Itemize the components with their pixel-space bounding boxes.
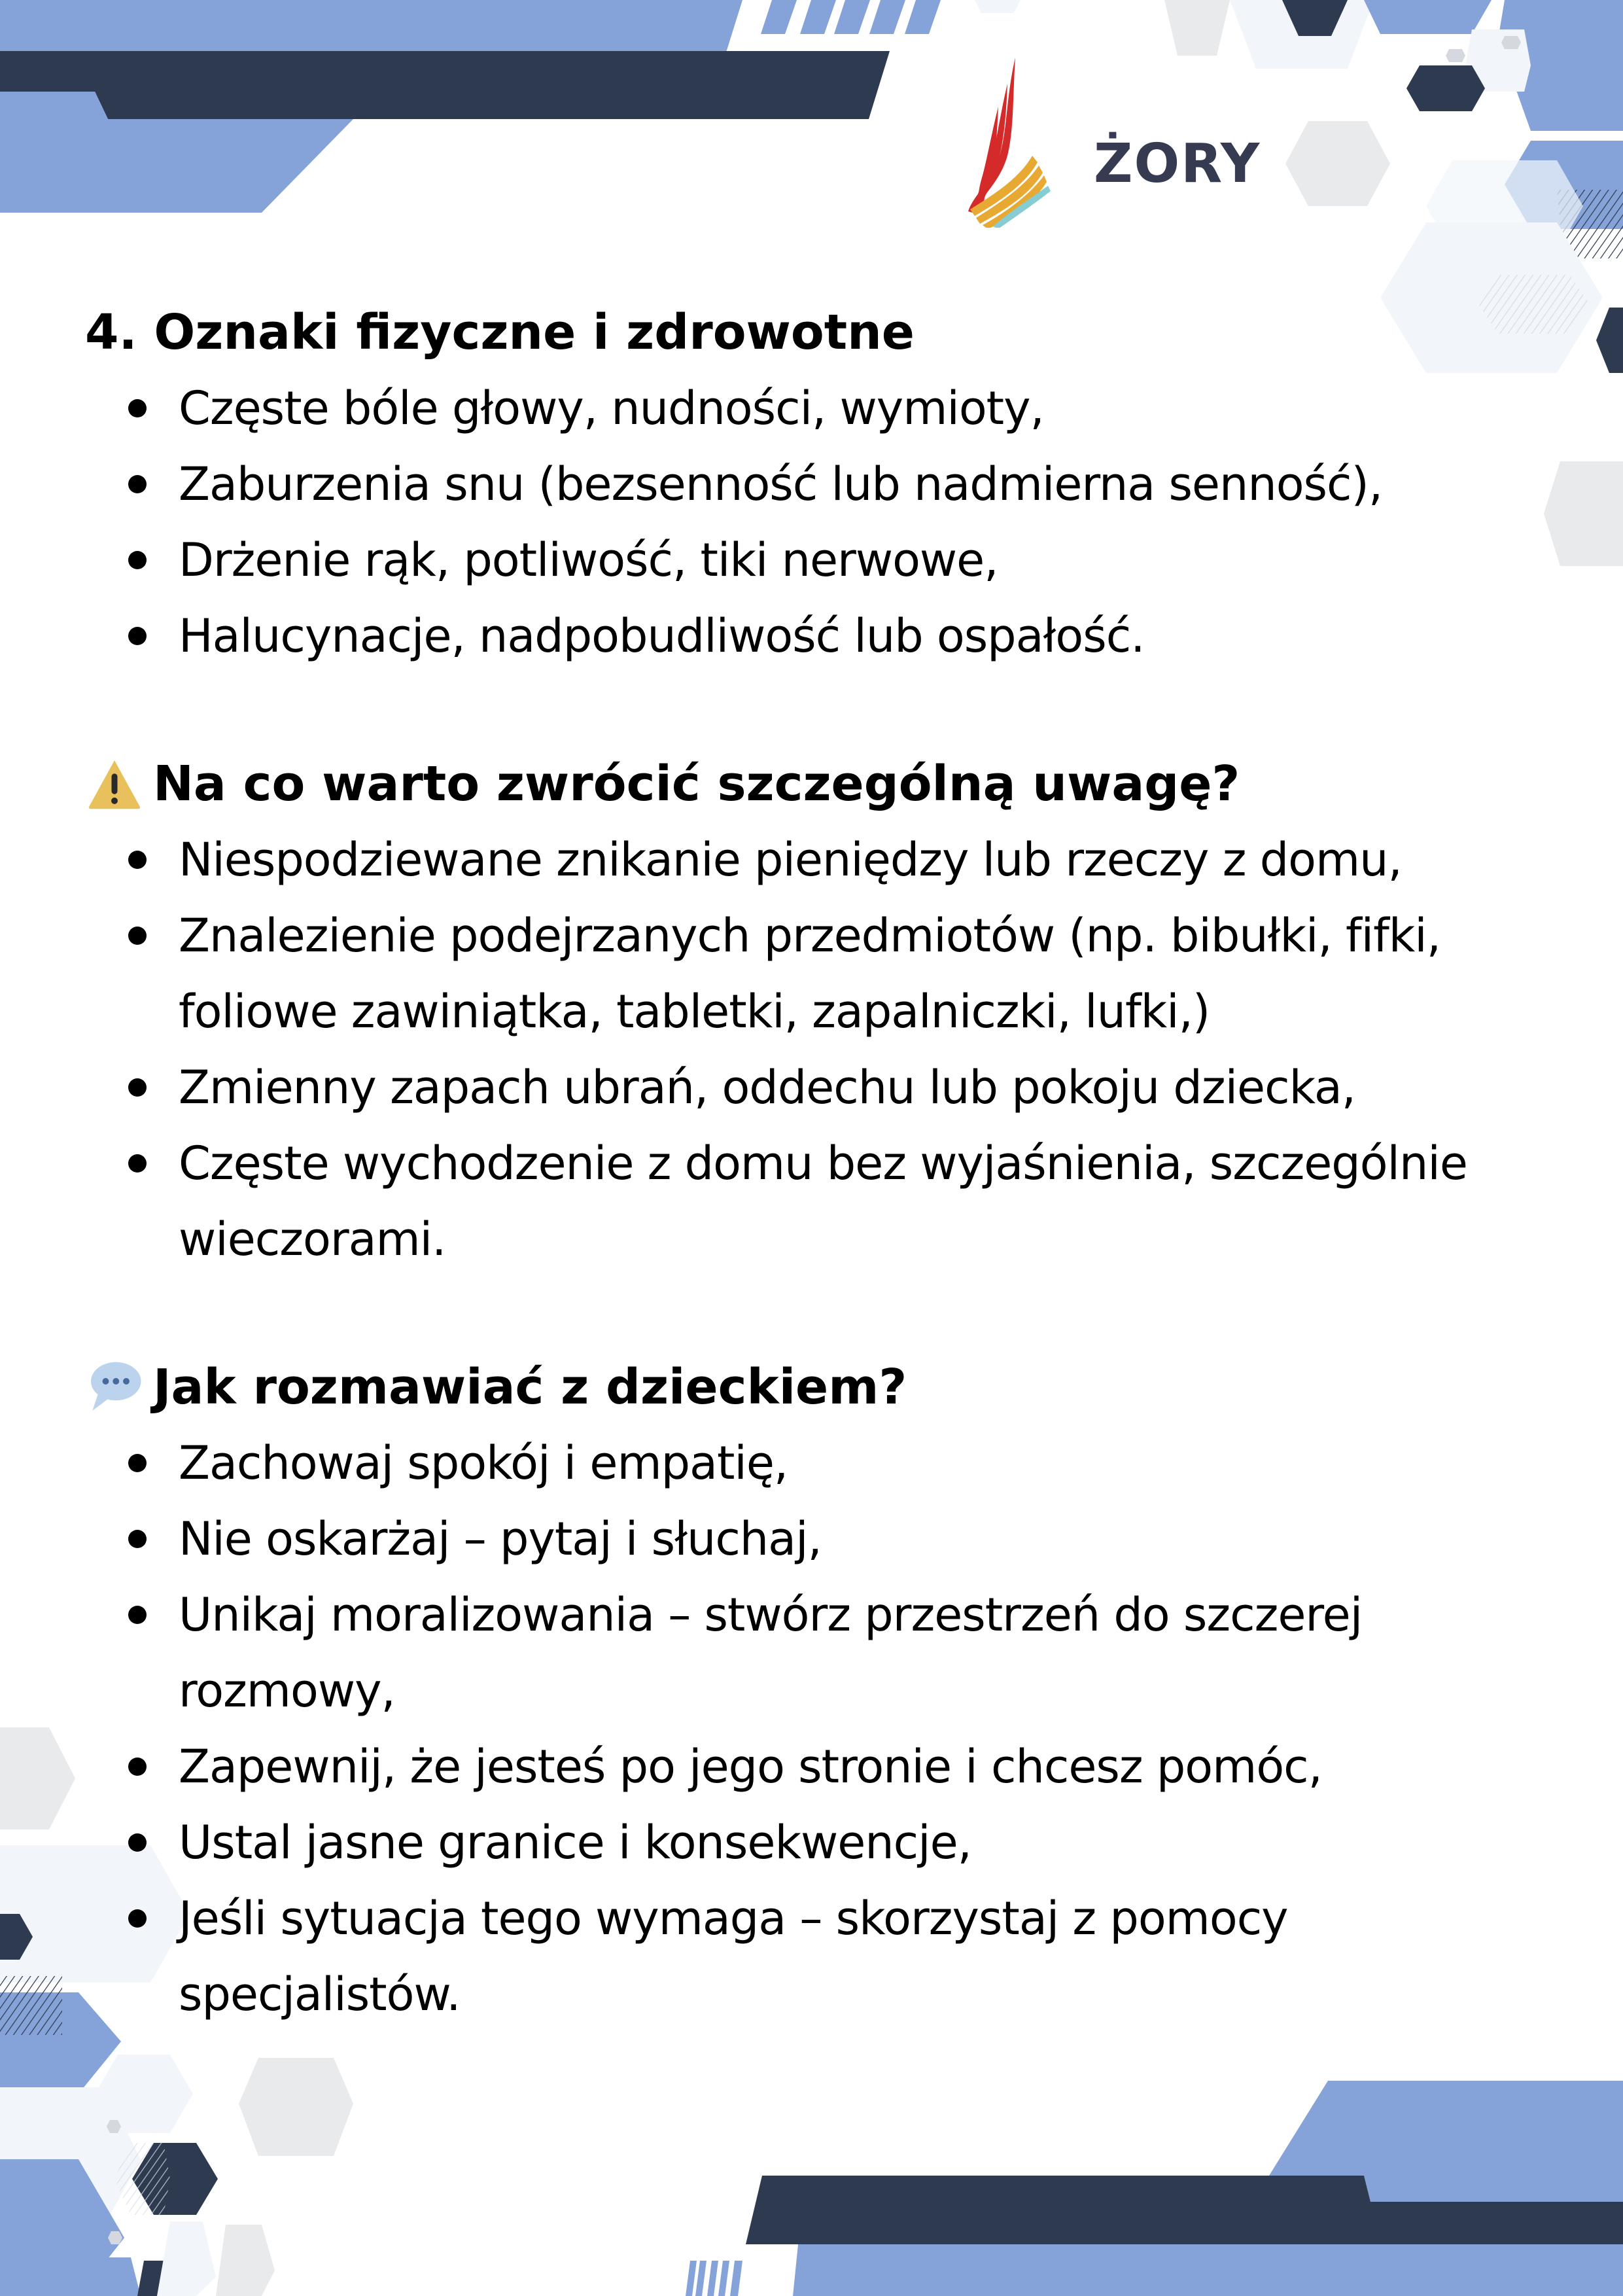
- section-physical-signs: [85, 294, 1563, 674]
- section-title: Jak rozmawiać z dzieckiem?: [153, 1359, 907, 1415]
- list-item-text: Znalezienie podejrzanych przedmiotów (np. bibułki, fifki, foliowe zawiniątka, tabletki, zapalniczki, lufki,): [179, 909, 1440, 1038]
- warning-icon: [85, 754, 144, 813]
- bullet-list: [85, 370, 1563, 674]
- list-item-text: Częste bóle głowy, nudności, wymioty,: [179, 381, 1044, 435]
- bullet-icon: [128, 851, 147, 869]
- list-item: [85, 598, 1563, 674]
- bullet-icon: [128, 1833, 147, 1852]
- list-item: [85, 898, 1563, 1050]
- bullet-icon: [128, 1909, 147, 1928]
- bullet-icon: [128, 1154, 147, 1173]
- list-item-text: Unikaj moralizowania – stwórz przestrzeń do szczerej rozmowy,: [179, 1588, 1363, 1718]
- list-item: [85, 370, 1563, 446]
- bullet-icon: [128, 1530, 147, 1548]
- section-heading: [85, 1349, 1563, 1425]
- bullet-list: [85, 822, 1563, 1277]
- list-item: [85, 1577, 1563, 1729]
- section-heading: [85, 746, 1563, 822]
- list-item-text: Zapewnij, że jesteś po jego stronie i chcesz pomóc,: [179, 1740, 1322, 1793]
- bullet-icon: [128, 1606, 147, 1624]
- list-item-text: Jeśli sytuacja tego wymaga – skorzystaj z pomocy specjalistów.: [179, 1892, 1288, 2021]
- top-left-banner: [0, 0, 941, 213]
- bottom-right-banner: [686, 2081, 1623, 2296]
- list-item: [85, 1805, 1563, 1881]
- bullet-icon: [128, 927, 147, 945]
- list-item: [85, 822, 1563, 898]
- list-item-text: Ustal jasne granice i konsekwencje,: [179, 1816, 971, 1869]
- list-item: [85, 1125, 1563, 1277]
- list-item-text: Drżenie rąk, potliwość, tiki nerwowe,: [179, 533, 998, 587]
- list-item-text: Halucynacje, nadpobudliwość lub ospałość.: [179, 609, 1145, 663]
- list-item-text: Niespodziewane znikanie pieniędzy lub rzeczy z domu,: [179, 833, 1402, 887]
- bullet-icon: [128, 1757, 147, 1776]
- section-attention: [85, 746, 1563, 1277]
- list-item-text: Częste wychodzenie z domu bez wyjaśnienia, szczególnie wieczorami.: [179, 1137, 1467, 1266]
- list-item-text: Nie oskarżaj – pytaj i słuchaj,: [179, 1512, 822, 1566]
- list-item: [85, 1881, 1563, 2032]
- list-item-text: Zachowaj spokój i empatię,: [179, 1436, 788, 1490]
- section-title: Na co warto zwrócić szczególną uwagę?: [153, 756, 1240, 812]
- bullet-list: [85, 1425, 1563, 2032]
- logo-text: ŻORY: [1094, 133, 1261, 195]
- list-item: [85, 1050, 1563, 1125]
- list-item: [85, 1425, 1563, 1501]
- bullet-icon: [128, 399, 147, 417]
- list-item: [85, 1501, 1563, 1577]
- main-content: [85, 294, 1563, 2104]
- list-item: [85, 522, 1563, 598]
- section-title: 4. Oznaki fizyczne i zdrowotne: [85, 304, 915, 361]
- bullet-icon: [128, 1454, 147, 1472]
- bullet-icon: [128, 627, 147, 645]
- list-item-text: Zmienny zapach ubrań, oddechu lub pokoju dziecka,: [179, 1061, 1356, 1114]
- section-heading: [85, 294, 1563, 370]
- bullet-icon: [128, 475, 147, 493]
- list-item-text: Zaburzenia snu (bezsenność lub nadmierna senność),: [179, 457, 1383, 511]
- speech-bubble-icon: [85, 1358, 144, 1417]
- bullet-icon: [128, 1078, 147, 1097]
- section-talking: [85, 1349, 1563, 2032]
- bullet-icon: [128, 551, 147, 569]
- list-item: [85, 1729, 1563, 1805]
- list-item: [85, 446, 1563, 522]
